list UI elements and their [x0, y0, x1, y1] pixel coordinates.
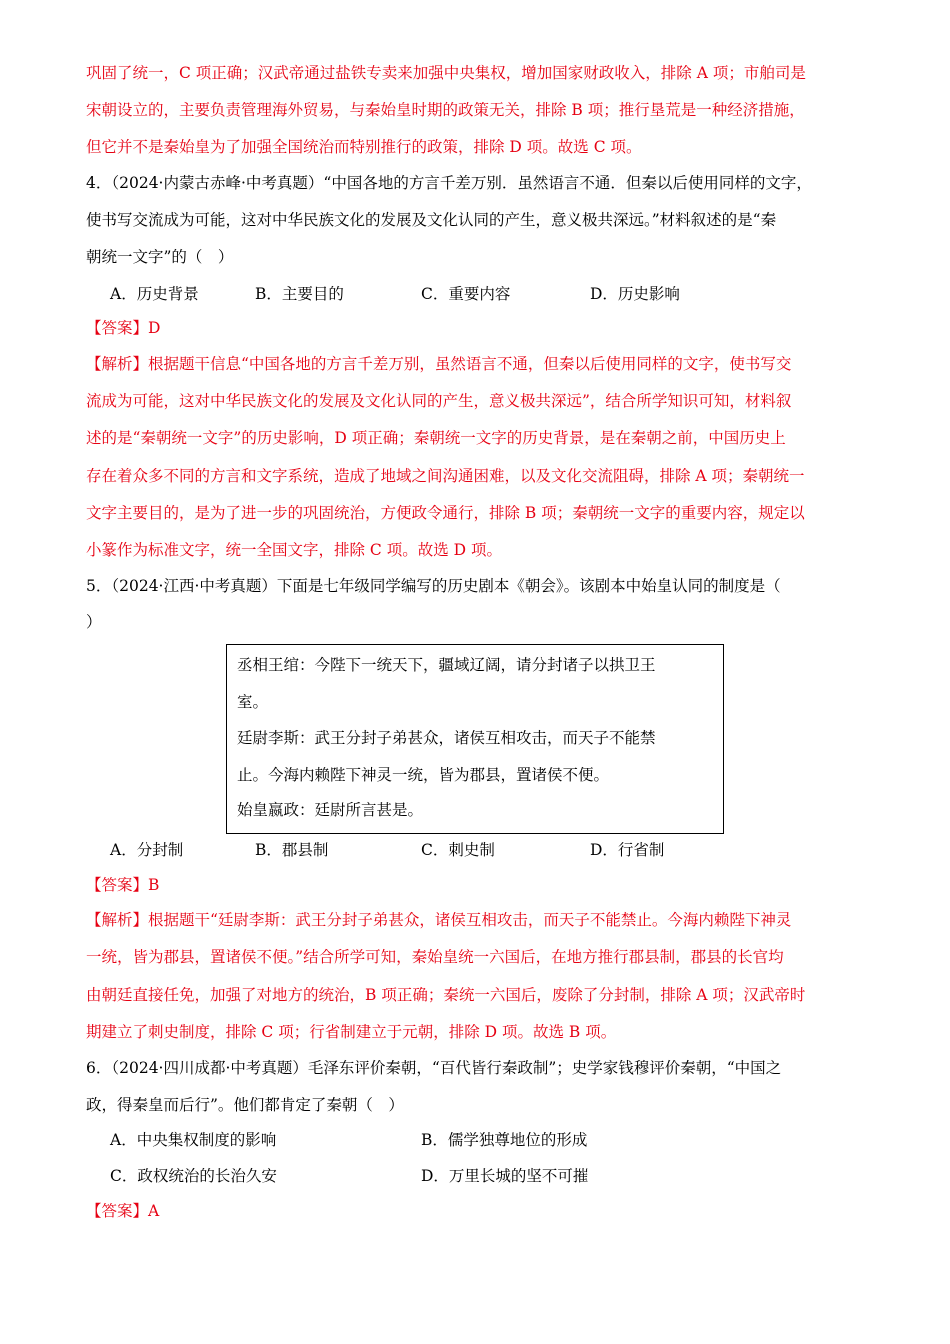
q5-option-a: A．分封制 [110, 841, 184, 859]
question-4-stem: 使书写交流成为可能，这对中华民族文化的发展及文化认同的产生，意义极共深远。”材料叙述的是“秦 [86, 211, 777, 229]
quote-line: 止。今海内赖陛下神灵一统，皆为郡县，置诸侯不便。 [237, 766, 610, 784]
q4-answer: 【答案】D [86, 319, 161, 337]
analysis-text: 宋朝设立的，主要负责管理海外贸易，与秦始皇时期的政策无关，排除 B 项；推行垦荒是一种经济措施， [86, 101, 805, 119]
question-5-stem: 5．（2024·江西·中考真题）下面是七年级同学编写的历史剧本《朝会》。该剧本中始皇认同的制度是（ [86, 577, 781, 595]
question-5-stem: ） [86, 613, 102, 631]
q4-option-d: D．历史影响 [590, 285, 680, 303]
q6-option-d: D．万里长城的坚不可摧 [421, 1167, 589, 1185]
q5-analysis: 期建立了刺史制度，排除 C 项；行省制建立于元朝，排除 D 项。故选 B 项。 [86, 1023, 617, 1041]
q6-option-b: B．儒学独尊地位的形成 [421, 1131, 588, 1149]
question-4-stem: 4．（2024·内蒙古赤峰·中考真题）“中国各地的方言千差万别．虽然语言不通．但秦以后使用同样的文字， [86, 174, 812, 192]
q5-analysis: 一统，皆为郡县，置诸侯不便。”结合所学可知，秦始皇统一六国后，在地方推行郡县制，郡县的长官均 [86, 948, 784, 966]
quote-line: 始皇嬴政：廷尉所言甚是。 [237, 801, 424, 819]
q4-analysis: 【解析】根据题干信息“中国各地的方言千差万别，虽然语言不通，但秦以后使用同样的文字，使书写交 [86, 355, 792, 373]
quote-line: 丞相王绾：今陛下一统天下，疆域辽阔，请分封诸子以拱卫王 [237, 656, 656, 674]
q6-option-c: C．政权统治的长治久安 [110, 1167, 277, 1185]
quote-line: 室。 [237, 693, 269, 711]
question-4-stem: 朝统一文字”的（ ） [86, 248, 234, 266]
script-quote-box [226, 644, 724, 834]
q6-answer: 【答案】A [86, 1202, 160, 1220]
question-6-stem: 6．（2024·四川成都·中考真题）毛泽东评价秦朝，“百代皆行秦政制”；史学家钱穆评价秦朝，“中国之 [86, 1059, 782, 1077]
q4-option-a: A．历史背景 [110, 285, 199, 303]
q4-analysis: 存在着众多不同的方言和文字系统，造成了地域之间沟通困难，以及文化交流阻碍，排除 A 项；秦朝统一 [86, 467, 805, 485]
question-6-stem: 政，得秦皇而后行”。他们都肯定了秦朝（ ） [86, 1096, 404, 1114]
q4-option-b: B．主要目的 [255, 285, 344, 303]
q4-analysis: 小篆作为标准文字，统一全国文字，排除 C 项。故选 D 项。 [86, 541, 502, 559]
q5-analysis: 【解析】根据题干“廷尉李斯：武王分封子弟甚众，诸侯互相攻击，而天子不能禁止。今海内赖陛下神灵 [86, 911, 792, 929]
q5-option-c: C．刺史制 [421, 841, 495, 859]
q4-option-c: C．重要内容 [421, 285, 511, 303]
q5-option-b: B．郡县制 [255, 841, 329, 859]
q4-analysis: 述的是“秦朝统一文字”的历史影响，D 项正确；秦朝统一文字的历史背景，是在秦朝之前，中国历史上 [86, 429, 786, 447]
analysis-text: 但它并不是秦始皇为了加强全国统治而特别推行的政策，排除 D 项。故选 C 项。 [86, 138, 642, 156]
q4-analysis: 文字主要目的，是为了进一步的巩固统治，方便政令通行，排除 B 项；秦朝统一文字的重要内容，规定以 [86, 504, 805, 522]
q5-analysis: 由朝廷直接任免，加强了对地方的统治，B 项正确；秦统一六国后，废除了分封制，排除 A 项；汉武帝时 [86, 986, 806, 1004]
q4-analysis: 流成为可能，这对中华民族文化的发展及文化认同的产生，意义极共深远”，结合所学知识可知，材料叙 [86, 392, 792, 410]
q5-answer: 【答案】B [86, 876, 160, 894]
q5-option-d: D．行省制 [590, 841, 665, 859]
analysis-text: 巩固了统一，C 项正确；汉武帝通过盐铁专卖来加强中央集权，增加国家财政收入，排除 A 项；市舶司是 [86, 64, 806, 82]
quote-line: 廷尉李斯：武王分封子弟甚众，诸侯互相攻击，而天子不能禁 [237, 729, 656, 747]
q6-option-a: A．中央集权制度的影响 [110, 1131, 277, 1149]
